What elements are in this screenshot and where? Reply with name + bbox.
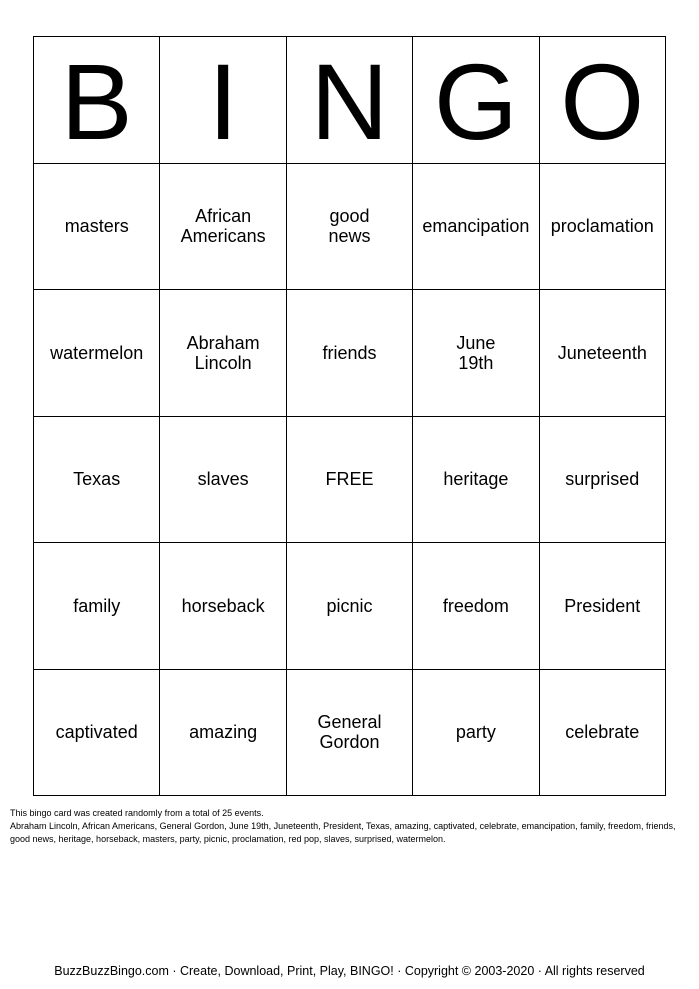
bingo-cell [160, 670, 286, 797]
cell-text: amazing [189, 722, 258, 743]
bingo-cell [413, 670, 539, 797]
bingo-cell [34, 164, 160, 291]
header-letter: N [310, 40, 389, 162]
bingo-cell [413, 290, 539, 417]
bingo-cell [160, 290, 286, 417]
bingo-cell [34, 417, 160, 544]
header-letter: B [60, 40, 133, 162]
bingo-cell [540, 417, 666, 544]
card-info [10, 807, 692, 846]
bingo-cell [413, 543, 539, 670]
bingo-cell [34, 543, 160, 670]
cell-text: freedom [442, 595, 509, 616]
cell-text: emancipation [422, 216, 530, 237]
cell-text: General Gordon [317, 712, 382, 753]
cell-text: slaves [197, 469, 249, 490]
header-letter-g [413, 37, 539, 164]
bingo-cell [413, 417, 539, 544]
cell-text: President [564, 595, 641, 616]
bingo-cell [540, 543, 666, 670]
cell-text: family [73, 595, 121, 616]
cell-text: heritage [443, 469, 509, 490]
bingo-cell [287, 670, 413, 797]
bingo-cell [287, 164, 413, 291]
cell-text: friends [322, 342, 377, 363]
cell-text: celebrate [565, 722, 640, 743]
bingo-cell [540, 290, 666, 417]
cell-text: masters [64, 216, 129, 237]
bingo-cell [540, 164, 666, 291]
cell-text: Texas [73, 469, 121, 490]
bingo-cell [160, 417, 286, 544]
header-letter-n [287, 37, 413, 164]
header-letter-i [160, 37, 286, 164]
bingo-cell-free [287, 417, 413, 544]
bingo-cell [287, 543, 413, 670]
header-letter: I [208, 40, 239, 162]
info-event-list: Abraham Lincoln, African Americans, General Gordon, June 19th, Juneteenth, President, Texas, amazing, captivated, celebrate, emancipation, family, freedom, friends, good news, heritage, horseback, masters, party, picnic, proclamation, red pop, slaves, surprised, watermelon. [10, 821, 676, 844]
bingo-cell [160, 164, 286, 291]
cell-text: Juneteenth [557, 342, 647, 363]
bingo-cell [413, 164, 539, 291]
bingo-cell [34, 290, 160, 417]
cell-text: horseback [181, 595, 265, 616]
cell-text: party [455, 722, 496, 743]
cell-text: Abraham Lincoln [186, 332, 260, 373]
cell-text: captivated [55, 722, 138, 743]
info-summary: This bingo card was created randomly from a total of 25 events. [10, 808, 264, 818]
header-letter-o [540, 37, 666, 164]
bingo-card [33, 36, 666, 796]
bingo-cell [287, 290, 413, 417]
page-footer: BuzzBuzzBingo.com · Create, Download, Print, Play, BINGO! · Copyright © 2003-2020 · All rights reserved [54, 964, 645, 978]
header-letter-b [34, 37, 160, 164]
cell-text: picnic [326, 595, 373, 616]
cell-text: surprised [565, 469, 640, 490]
cell-text: good news [328, 206, 371, 247]
header-letter: G [433, 40, 518, 162]
bingo-cell [540, 670, 666, 797]
cell-text: FREE [325, 469, 374, 490]
bingo-cell [34, 670, 160, 797]
cell-text: African Americans [180, 206, 266, 247]
cell-text: watermelon [50, 342, 144, 363]
header-letter: O [560, 40, 645, 162]
bingo-cell [160, 543, 286, 670]
cell-text: proclamation [550, 216, 654, 237]
cell-text: June 19th [456, 332, 496, 373]
